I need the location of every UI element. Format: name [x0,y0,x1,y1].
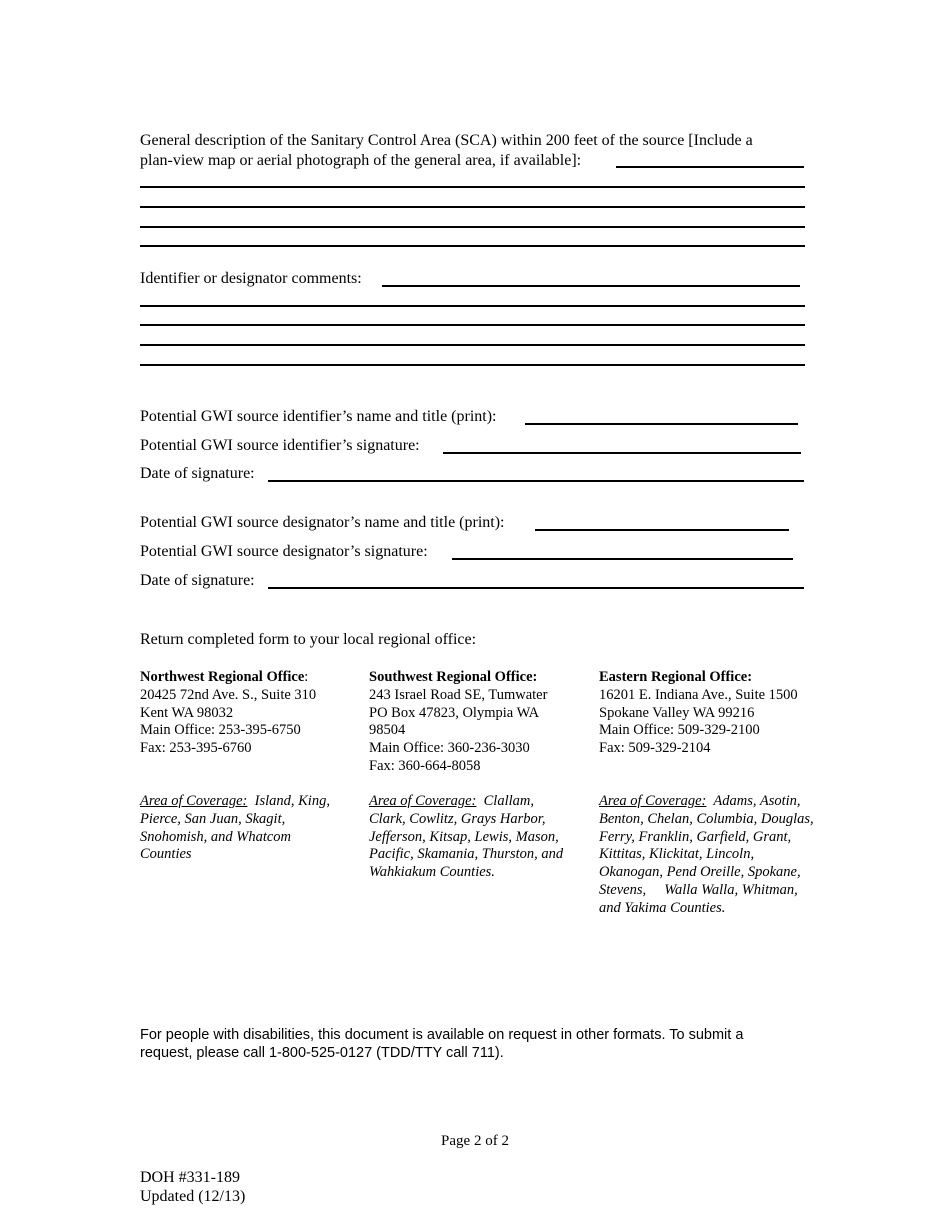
southwest-office-zip: 98504 [369,722,406,739]
eastern-office-city: Spokane Valley WA 99216 [599,704,755,721]
comments-field[interactable] [382,285,800,287]
designator-signature-field[interactable] [452,558,793,560]
coverage-line: Pacific, Skamania, Thurston, and [369,846,564,863]
southwest-office-address: 243 Israel Road SE, Tumwater [369,686,548,703]
northwest-office-name-colon: : [304,669,309,685]
sca-description-field-line[interactable] [140,206,805,208]
coverage-line: Benton, Chelan, Columbia, Douglas, [599,810,814,827]
designator-date-label: Date of signature: [140,572,255,589]
coverage-line: Counties [140,846,192,863]
identifier-date-field[interactable] [268,480,804,482]
coverage-line: and Yakima Counties. [599,899,726,916]
northwest-office-name: Northwest Regional Office [140,669,305,685]
identifier-name-field[interactable] [525,423,798,425]
sca-description-label-line2: plan-view map or aerial photograph of the general area, if available]: [140,152,582,169]
coverage-line: Stevens, Walla Walla, Whitman, [599,881,798,898]
sca-description-field-line[interactable] [140,226,805,228]
coverage-line: Jefferson, Kitsap, Lewis, Mason, [369,828,559,845]
southwest-office-phone: Main Office: 360-236-3030 [369,740,530,757]
sca-description-field-line[interactable] [140,186,805,188]
designator-signature-label: Potential GWI source designator’s signature: [140,543,428,560]
southwest-office [369,669,547,776]
designator-date-field[interactable] [268,587,804,589]
sca-description-field[interactable] [616,166,804,168]
comments-field-line[interactable] [140,324,805,326]
coverage-line: Snohomish, and Whatcom [140,828,292,845]
eastern-office [599,669,798,758]
accessibility-notice-line2: request, please call 1-800-525-0127 (TDD/TTY call 711). [140,1045,504,1061]
eastern-coverage [599,793,814,918]
eastern-office-address: 16201 E. Indiana Ave., Suite 1500 [599,686,798,703]
northwest-office-address: 20425 72nd Ave. S., Suite 310 [140,686,317,703]
accessibility-notice-line1: For people with disabilities, this document is available on request in other formats. To submit a [140,1027,744,1043]
coverage-line: Clallam, [483,793,534,809]
updated-date: Updated (12/13) [140,1188,246,1205]
designator-name-label: Potential GWI source designator’s name and title (print): [140,514,505,531]
eastern-office-fax: Fax: 509-329-2104 [599,740,711,757]
identifier-signature-field[interactable] [443,452,801,454]
sca-description-field-line[interactable] [140,245,805,247]
identifier-signature-label: Potential GWI source identifier’s signature: [140,437,420,454]
eastern-coverage-label: Area of Coverage: [599,793,707,809]
southwest-coverage-label: Area of Coverage: [369,793,477,809]
northwest-coverage-label: Area of Coverage: [140,793,248,809]
eastern-office-phone: Main Office: 509-329-2100 [599,722,760,739]
northwest-office-city: Kent WA 98032 [140,704,234,721]
sca-description-label-line1: General description of the Sanitary Control Area (SCA) within 200 feet of the source [Include a [140,132,753,149]
coverage-line: Pierce, San Juan, Skagit, [140,810,286,827]
identifier-name-label: Potential GWI source identifier’s name and title (print): [140,408,497,425]
northwest-office-phone: Main Office: 253-395-6750 [140,722,301,739]
comments-field-line[interactable] [140,364,805,366]
comments-field-line[interactable] [140,305,805,307]
page-number: Page 2 of 2 [441,1133,509,1149]
document-id: DOH #331-189 [140,1169,240,1186]
identifier-date-label: Date of signature: [140,465,255,482]
designator-name-field[interactable] [535,529,789,531]
coverage-line: Wahkiakum Counties. [369,864,495,881]
southwest-coverage [369,793,563,882]
coverage-line: Kittitas, Klickitat, Lincoln, [599,846,755,863]
comments-field-line[interactable] [140,344,805,346]
comments-label: Identifier or designator comments: [140,270,362,287]
coverage-line: Island, King, [254,793,330,809]
return-instructions: Return completed form to your local regional office: [140,631,477,648]
northwest-coverage [140,793,330,864]
northwest-office [140,669,316,758]
coverage-line: Ferry, Franklin, Garfield, Grant, [599,828,792,845]
southwest-office-name: Southwest Regional Office: [369,669,538,685]
southwest-office-fax: Fax: 360-664-8058 [369,757,481,774]
eastern-office-name: Eastern Regional Office: [599,669,753,685]
coverage-line: Adams, Asotin, [713,793,801,809]
coverage-line: Clark, Cowlitz, Grays Harbor, [369,810,546,827]
southwest-office-po-box: PO Box 47823, Olympia WA [369,704,540,721]
coverage-line: Okanogan, Pend Oreille, Spokane, [599,864,801,881]
northwest-office-fax: Fax: 253-395-6760 [140,740,252,757]
